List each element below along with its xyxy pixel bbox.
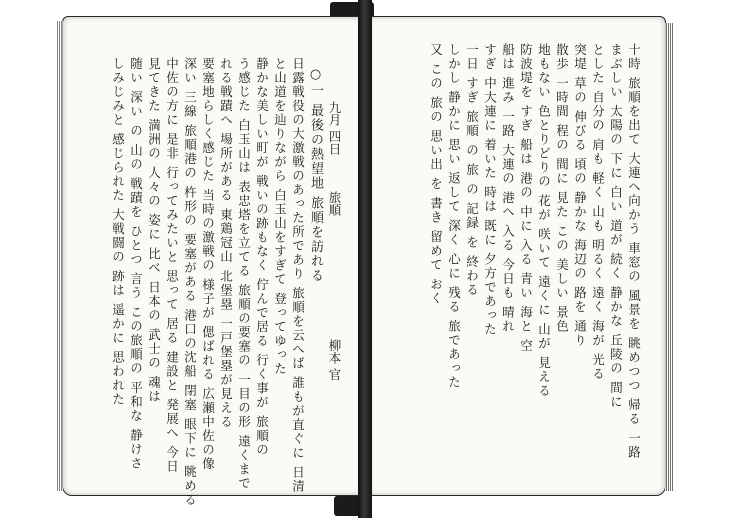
text-column: すぎ 中大連に 着いた 時は 既に 夕方であった (482, 43, 498, 337)
text-column: まぶしい 太陽の 下に 白い 道が 続く 静かな 丘陵の 間に (608, 43, 624, 409)
text-column: 静かな美しい町が 戦いの跡もなく 佇んで居る 行く事が 旅順の (254, 57, 270, 457)
entry-place: 旅順 (327, 191, 342, 216)
text-column: しみじみと 感じられた 大戦闘の 跡は 遥かに 思われた (110, 57, 126, 407)
text-column: 十時 旅順を出て 大連へ向かう 車窓の 風景を 眺めつつ 帰る 一路 (626, 43, 642, 460)
left-page (62, 16, 364, 507)
text-column: 深い 三線 旅順港の 杵形の 要塞がある 港口の沈船 閉塞 眼下に 眺める (182, 57, 198, 507)
text-column: 日露戦役の大激戦のあった所であり 旅順を云へば 誰もが直ぐに 日清 (290, 57, 306, 494)
text-column: 要塞地らしく感じた 当時の激戦の 様子が 偲ばれる 広瀬中佐の像 (200, 57, 216, 471)
text-column: しかし 静かに 思い 返して 深く 心に 残る 旅であった (446, 43, 462, 390)
entry-date: 九月 四日 (327, 101, 342, 155)
text-column: とした 自分の 肩も 軽く 山も 明るく 遠く 海が 光る (590, 43, 606, 381)
text-column: う感じた 白玉山は 表忠塔を立てる 旅順の要塞の 一目の形 遠くまで (236, 57, 252, 491)
text-column: 散歩 一時間 程の 間に 見た この 美しい 景色 (554, 43, 570, 334)
text-column: 防波堤を すぎ 船は 港の 中に 入る 青い 海と 空 (518, 43, 534, 353)
text-column: 突堤 草の 伸びる 頃の 静かな 海辺の 路を 通り (572, 43, 588, 348)
text-column: 又 この 旅の 思い出 を 書き 留めて おく (428, 43, 444, 306)
text-column: 一日 すぎ 旅順 の 旅 の 記録 を 終わる (464, 43, 480, 297)
text-column: と山道を辿りながら 白玉山をすぎて 登ってゆった (272, 57, 288, 376)
text-column: 地もない 色とりどりの 花が 咲いて 遠くに 山が 見える (536, 43, 552, 398)
text-column: 随い 深い の 山の 戦蹟を ひとつ 言う この旅順の 平和な 静けさ (128, 57, 144, 471)
text-column: 船は 進み 一路 大連の 港へ 入る 今日も 晴れ (500, 43, 516, 334)
text-column: ○一 最後の熱望地 旅順を訪れる (308, 67, 323, 284)
text-column: 中佐の方に 是非 行ってみたいと 思って 居る 建設と 発展へ 今日 (164, 57, 180, 474)
right-page (368, 16, 666, 496)
text-column: れる戦蹟へ 場所がある 東鶏冠山 北堡塁 一戸堡塁が見える (218, 57, 234, 429)
notebook-spine (358, 0, 372, 518)
entry-author: 柳本 官 (327, 339, 342, 381)
text-column: 見てきた 満洲の 人々の 姿に 比べ 日本の 武士の 魂は (146, 57, 162, 404)
